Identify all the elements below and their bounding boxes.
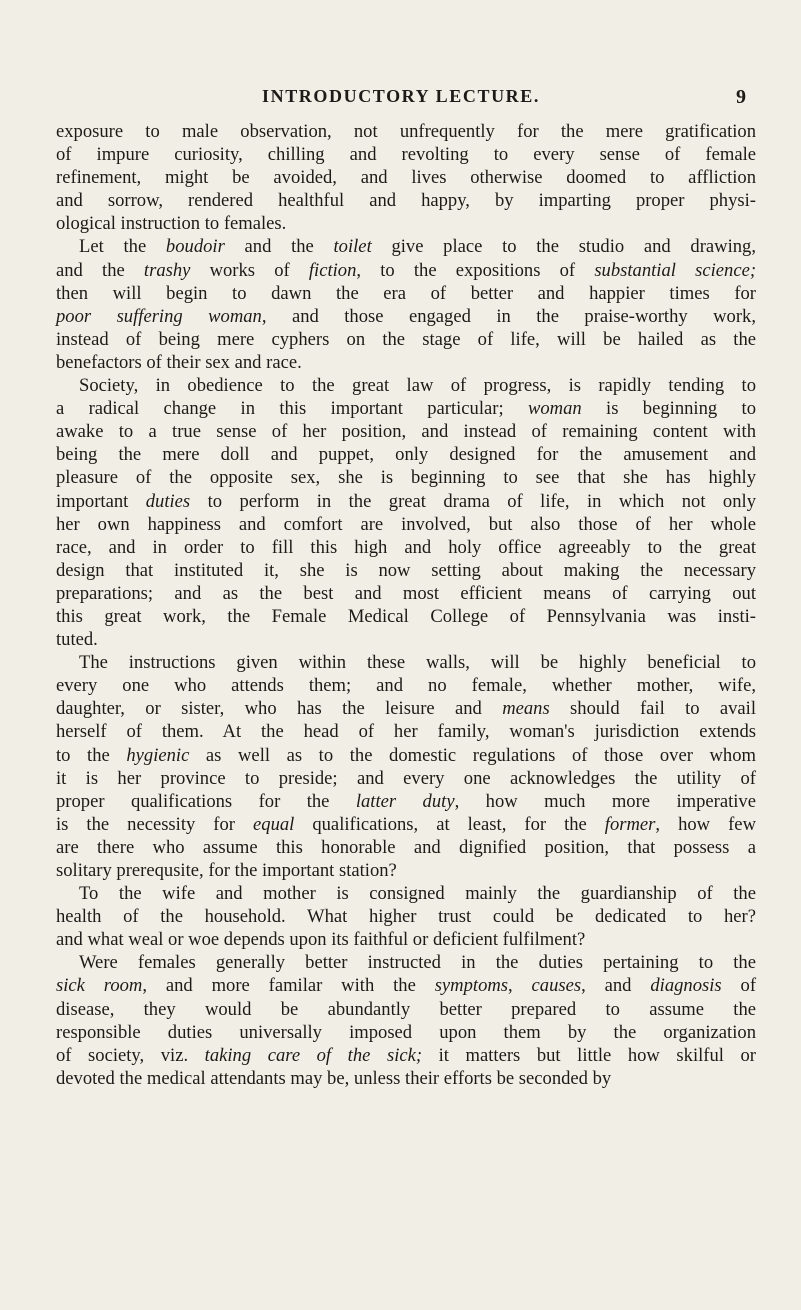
text-run: race, and in order to fill this high and holy office agreeably to the great: [56, 536, 756, 558]
text-run: benefactors of their sex and race.: [56, 351, 302, 373]
text-run: ological instruction to females.: [56, 213, 287, 235]
text-line: [56, 235, 756, 258]
italic-text-run: boudoir: [165, 236, 225, 258]
italic-text-run: sick room: [56, 975, 143, 997]
text-run: disease, they would be abundantly better prepared to assume the: [56, 998, 756, 1020]
text-line: [56, 328, 756, 351]
text-run: every one who attends them; and no female, whether mother, wife,: [56, 675, 756, 697]
text-line: [56, 351, 756, 374]
text-run: it matters but little how skilful or: [422, 1044, 756, 1066]
running-title: INTRODUCTORY LECTURE.: [261, 86, 540, 106]
italic-text-run: means: [502, 698, 550, 720]
text-line: [56, 582, 756, 605]
text-run: , and those engaged in the praise-worthy work,: [261, 305, 756, 327]
text-line: [56, 282, 756, 305]
text-line: [56, 466, 756, 489]
text-line: [56, 998, 756, 1021]
text-run: to perform in the great drama of life, in which not only: [190, 490, 756, 512]
text-line: [56, 674, 756, 697]
text-run: should fail to avail: [549, 698, 756, 720]
text-run: and sorrow, rendered healthful and happy, by imparting proper physi-: [56, 190, 756, 212]
text-line: [56, 628, 756, 651]
text-run: important: [56, 490, 146, 512]
italic-text-run: causes: [531, 975, 582, 997]
text-run: Society, in obedience to the great law of progress, is rapidly tending to: [79, 375, 756, 397]
text-run: this great work, the Female Medical College of Pennsylvania was insti-: [56, 605, 756, 627]
text-line: [56, 697, 756, 720]
text-run: devoted the medical attendants may be, unless their efforts be seconded by: [56, 1067, 612, 1089]
italic-text-run: equal: [253, 813, 295, 835]
text-run: , and more familar with the: [142, 975, 435, 997]
italic-text-run: poor suffering woman: [56, 305, 262, 327]
text-run: then will begin to dawn the era of better and happier times for: [56, 282, 756, 304]
text-line: [56, 744, 756, 767]
page-header: [56, 86, 746, 114]
text-line: [56, 443, 756, 466]
text-line: [56, 513, 756, 536]
text-line: [56, 928, 756, 951]
text-run: it is her province to preside; and every one acknowledges the utility of: [56, 767, 756, 789]
text-run: qualifications, at least, for the: [294, 813, 605, 835]
italic-text-run: fiction: [308, 259, 357, 281]
italic-text-run: substantial science;: [594, 259, 757, 281]
text-line: [56, 305, 756, 328]
text-line: [56, 1067, 756, 1090]
text-line: [56, 951, 756, 974]
text-run: is the necessity for: [56, 813, 254, 835]
text-run: daughter, or sister, who has the leisure and: [56, 698, 503, 720]
text-line: [56, 767, 756, 790]
text-run: her own happiness and comfort are involved, but also those of her whole: [56, 513, 756, 535]
text-line: [56, 397, 756, 420]
italic-text-run: hygienic: [126, 744, 190, 766]
text-run: to the: [56, 744, 127, 766]
text-run: The instructions given within these walls, will be highly beneficial to: [79, 652, 756, 674]
text-line: [56, 720, 756, 743]
page-number: 9: [736, 86, 746, 108]
text-run: design that instituted it, she is now setting about making the necessary: [56, 559, 756, 581]
text-run: and the: [224, 236, 334, 258]
text-run: solitary prerequsite, for the important station?: [56, 860, 397, 881]
text-run: a radical change in this important particular;: [56, 398, 528, 420]
text-run: tuted.: [56, 629, 98, 651]
text-run: , to the expositions of: [356, 259, 595, 281]
text-run: refinement, might be avoided, and lives otherwise doomed to affliction: [56, 167, 756, 189]
text-line: [56, 859, 756, 882]
text-line: [56, 212, 756, 235]
text-run: and what weal or woe depends upon its faithful or deficient fulfilment?: [56, 929, 586, 951]
text-line: [56, 605, 756, 628]
text-run: responsible duties universally imposed upon them by the organization: [56, 1021, 756, 1043]
text-line: [56, 790, 756, 813]
text-run: proper qualifications for the: [56, 790, 356, 812]
text-run: of society, viz.: [56, 1044, 205, 1066]
text-run: ,: [508, 975, 532, 997]
text-run: works of: [190, 259, 309, 281]
text-run: give place to the studio and drawing,: [371, 236, 756, 258]
italic-text-run: taking care of the sick;: [204, 1044, 423, 1066]
text-run: , how much more imperative: [454, 790, 756, 812]
italic-text-run: former: [604, 813, 656, 835]
italic-text-run: symptoms: [434, 975, 509, 997]
text-run: and the: [56, 259, 144, 281]
text-run: , how few: [655, 813, 756, 835]
text-run: being the mere doll and puppet, only designed for the amusement and: [56, 444, 756, 466]
text-line: [56, 259, 756, 282]
text-line: [56, 974, 756, 997]
text-line: [56, 1021, 756, 1044]
text-line: [56, 559, 756, 582]
text-line: [56, 813, 756, 836]
text-run: of impure curiosity, chilling and revolting to every sense of female: [56, 144, 756, 166]
italic-text-run: latter duty: [355, 790, 455, 812]
text-run: preparations; and as the best and most efficient means of carrying out: [56, 582, 756, 604]
text-line: [56, 1044, 756, 1067]
text-run: Were females generally better instructed in the duties pertaining to the: [79, 952, 756, 974]
text-run: are there who assume this honorable and dignified position, that possess a: [56, 836, 756, 858]
text-run: awake to a true sense of her position, and instead of remaining content with: [56, 421, 756, 443]
text-run: pleasure of the opposite sex, she is beginning to see that she has highly: [56, 467, 756, 489]
text-run: , and: [581, 975, 651, 997]
text-run: of: [721, 975, 757, 997]
body-text: [56, 120, 756, 1090]
text-line: [56, 120, 756, 143]
text-line: [56, 905, 756, 928]
text-line: [56, 490, 756, 513]
italic-text-run: woman: [527, 398, 582, 420]
text-line: [56, 374, 756, 397]
italic-text-run: toilet: [333, 236, 372, 258]
text-run: health of the household. What higher trust could be dedicated to her?: [56, 906, 756, 928]
text-run: instead of being mere cyphers on the stage of life, will be hailed as the: [56, 328, 756, 350]
text-line: [56, 651, 756, 674]
text-line: [56, 882, 756, 905]
italic-text-run: diagnosis: [650, 975, 722, 997]
italic-text-run: duties: [145, 490, 191, 512]
italic-text-run: trashy: [143, 259, 191, 281]
text-line: [56, 143, 756, 166]
text-run: as well as to the domestic regulations of those over whom: [189, 744, 756, 766]
text-line: [56, 189, 756, 212]
text-line: [56, 420, 756, 443]
text-run: exposure to male observation, not unfrequently for the mere gratification: [56, 121, 756, 142]
text-line: [56, 836, 756, 859]
text-line: [56, 166, 756, 189]
text-run: is beginning to: [581, 398, 756, 420]
text-line: [56, 536, 756, 559]
text-run: Let the: [79, 236, 166, 258]
text-run: herself of them. At the head of her family, woman's jurisdiction extends: [56, 721, 756, 743]
text-run: To the wife and mother is consigned mainly the guardianship of the: [79, 883, 756, 905]
